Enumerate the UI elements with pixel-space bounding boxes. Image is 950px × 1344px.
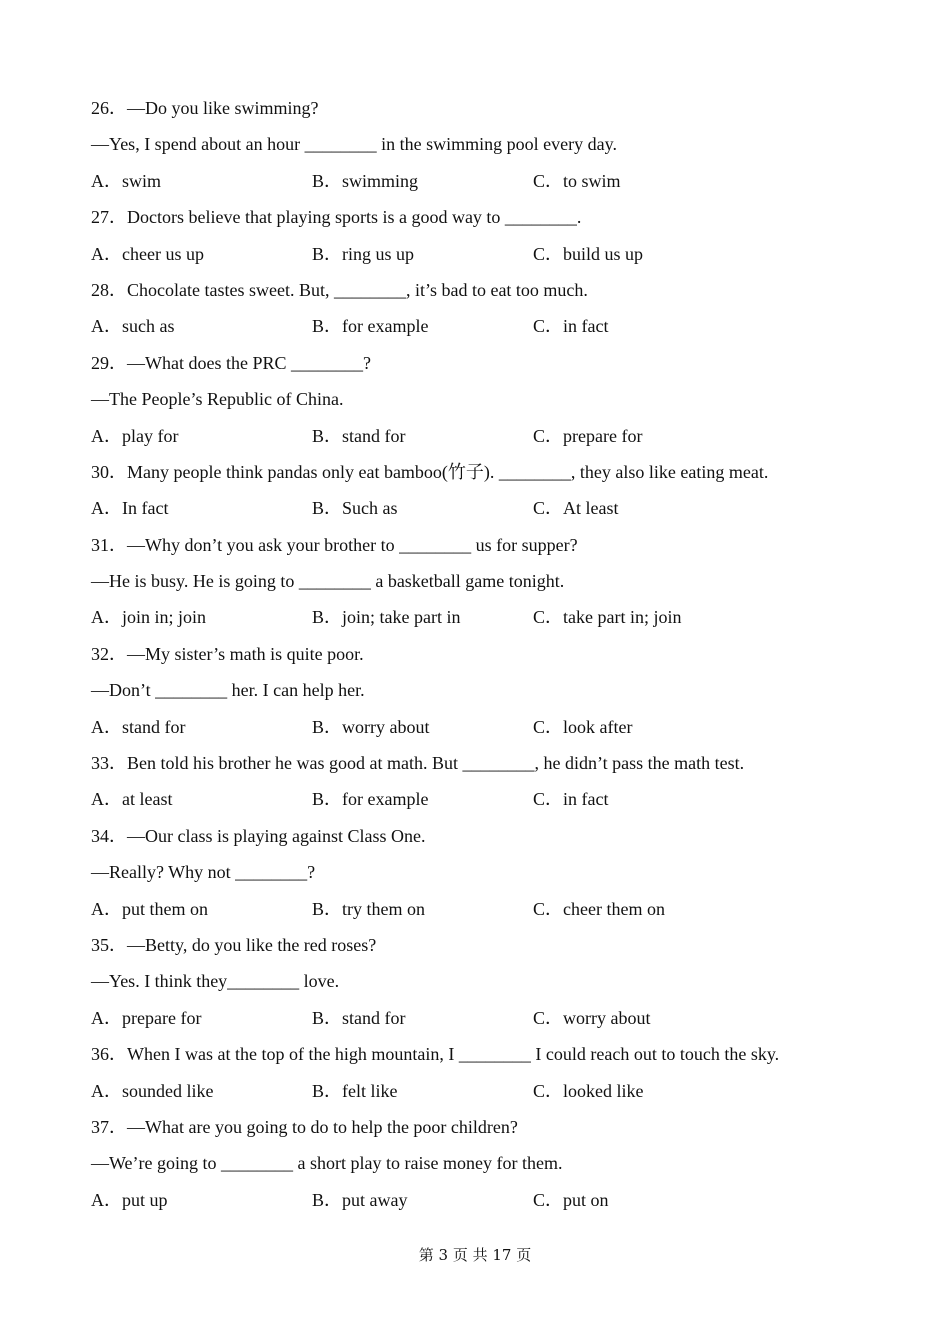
question-36 (91, 1036, 871, 1109)
option-b: B．stand for (312, 1007, 406, 1028)
option-b: B．for example (312, 789, 429, 810)
question-line: 35．—Betty, do you like the red roses? (91, 934, 377, 955)
option-b: B．worry about (312, 716, 430, 737)
question-32 (91, 636, 871, 745)
question-37 (91, 1109, 871, 1218)
option-a: A．put them on (91, 898, 208, 919)
question-27 (91, 199, 871, 272)
option-c: C．put on (533, 1189, 609, 1210)
option-c: C．in fact (533, 316, 609, 337)
option-row (91, 709, 871, 745)
option-c: C．prepare for (533, 425, 643, 446)
page-number: 第 3 页 共 17 页 (418, 1246, 532, 1264)
option-c: C．look after (533, 716, 633, 737)
option-b: B．stand for (312, 425, 406, 446)
question-line: 29．—What does the PRC ________? (91, 352, 371, 373)
option-row (91, 1182, 871, 1218)
option-a: A．stand for (91, 716, 186, 737)
option-a: A．join in; join (91, 607, 207, 628)
question-33 (91, 745, 871, 818)
option-a: A．such as (91, 316, 175, 337)
question-29 (91, 345, 871, 454)
question-line: —He is busy. He is going to ________ a basketball game tonight. (91, 571, 565, 592)
question-35 (91, 927, 871, 1036)
option-c: C．cheer them on (533, 898, 665, 919)
question-28 (91, 272, 871, 345)
option-row (91, 490, 871, 526)
question-line: 32．—My sister’s math is quite poor. (91, 643, 364, 664)
question-line: 37．—What are you going to do to help the poor children? (91, 1116, 518, 1137)
option-c: C．looked like (533, 1080, 644, 1101)
option-c: C．build us up (533, 243, 644, 264)
option-c: C．to swim (533, 170, 621, 191)
option-c: C．worry about (533, 1007, 651, 1028)
question-line: —Yes, I spend about an hour ________ in the swimming pool every day. (91, 134, 617, 155)
question-line: 28．Chocolate tastes sweet. But, ________, it’s bad to eat too much. (91, 279, 588, 300)
option-row (91, 1000, 871, 1036)
option-c: C．At least (533, 498, 619, 519)
option-b: B．join; take part in (312, 607, 461, 628)
question-26 (91, 90, 871, 199)
option-row (91, 599, 871, 635)
question-line: —Don’t ________ her. I can help her. (91, 680, 365, 701)
question-list (91, 90, 871, 1218)
option-row (91, 891, 871, 927)
option-a: A．play for (91, 425, 179, 446)
option-b: B．for example (312, 316, 429, 337)
option-a: A．at least (91, 789, 173, 810)
option-row (91, 308, 871, 344)
option-a: A．put up (91, 1189, 168, 1210)
option-a: A．swim (91, 170, 162, 191)
question-34 (91, 818, 871, 927)
question-line: —We’re going to ________ a short play to raise money for them. (91, 1153, 563, 1174)
question-line: —The People’s Republic of China. (91, 389, 344, 410)
option-b: B．try them on (312, 898, 425, 919)
question-line: 36．When I was at the top of the high mountain, I ________ I could reach out to touch the sky. (91, 1044, 780, 1065)
question-line: 27．Doctors believe that playing sports is a good way to ________. (91, 207, 582, 228)
option-row (91, 163, 871, 199)
question-31 (91, 527, 871, 636)
question-30 (91, 454, 871, 527)
option-b: B．ring us up (312, 243, 415, 264)
option-b: B．Such as (312, 498, 398, 519)
question-line: —Yes. I think they________ love. (91, 971, 340, 992)
option-a: A．prepare for (91, 1007, 202, 1028)
option-c: C．take part in; join (533, 607, 682, 628)
option-b: B．put away (312, 1189, 408, 1210)
question-line: 34．—Our class is playing against Class One. (91, 825, 426, 846)
option-a: A．sounded like (91, 1080, 214, 1101)
option-a: A．cheer us up (91, 243, 204, 264)
question-line: —Really? Why not ________? (91, 862, 316, 883)
question-line: 30．Many people think pandas only eat bamboo(竹子). ________, they also like eating meat. (91, 461, 769, 482)
option-row (91, 236, 871, 272)
option-b: B．swimming (312, 170, 419, 191)
question-line: 33．Ben told his brother he was good at math. But ________, he didn’t pass the math test. (91, 753, 745, 774)
question-line: 26．—Do you like swimming? (91, 98, 319, 118)
option-a: A．In fact (91, 498, 169, 519)
question-line: 31．—Why don’t you ask your brother to ________ us for supper? (91, 534, 578, 555)
option-row (91, 418, 871, 454)
option-row (91, 781, 871, 817)
option-c: C．in fact (533, 789, 609, 810)
option-b: B．felt like (312, 1080, 398, 1101)
option-row (91, 1073, 871, 1109)
